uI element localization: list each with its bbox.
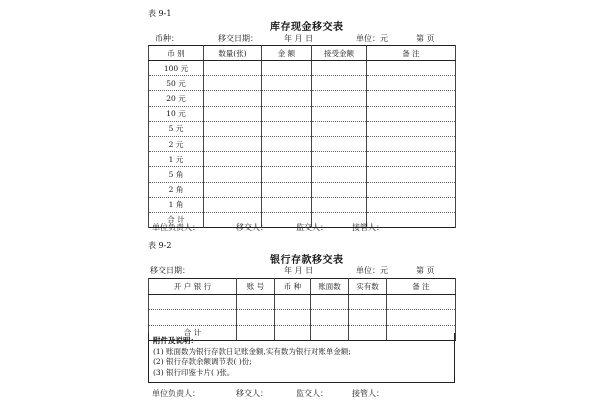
- table2-col-account: 账 号: [237, 279, 275, 295]
- empty-cell: [312, 167, 367, 182]
- empty-cell: [312, 136, 367, 151]
- empty-cell: [367, 167, 456, 182]
- empty-cell: [367, 106, 456, 121]
- empty-cell: [237, 294, 275, 310]
- empty-cell: [204, 167, 262, 182]
- denomination-cell: 2 角: [149, 182, 204, 197]
- empty-cell: [311, 294, 349, 310]
- table-row: [149, 182, 456, 197]
- table1-footer-supervisor: 监交人：: [296, 223, 328, 232]
- empty-cell: [367, 136, 456, 151]
- table2-page: 第 页: [416, 266, 435, 275]
- empty-cell: [204, 197, 262, 212]
- table2-footer-head: 单位负责人：: [152, 389, 200, 398]
- empty-cell: [312, 106, 367, 121]
- table2-col-currency: 币 种: [275, 279, 311, 295]
- table1-col-denomination: 币 别: [149, 46, 204, 61]
- empty-cell: [204, 136, 262, 151]
- bank-deposit-transfer-table: [148, 278, 456, 341]
- empty-cell: [367, 197, 456, 212]
- denomination-cell: 20 元: [149, 91, 204, 106]
- empty-cell: [312, 76, 367, 91]
- empty-cell: [204, 182, 262, 197]
- table1-date-ymd: 年 月 日: [284, 34, 314, 43]
- table1-page: 第 页: [416, 34, 435, 43]
- empty-cell: [204, 106, 262, 121]
- empty-cell: [262, 121, 312, 136]
- table-row: [149, 76, 456, 91]
- table-row: [149, 61, 456, 76]
- empty-cell: [367, 61, 456, 76]
- table-row: [149, 197, 456, 212]
- denomination-cell: 10 元: [149, 106, 204, 121]
- table1-date-label: 移交日期：: [218, 34, 258, 43]
- table2-footer-supervisor: 监交人：: [296, 389, 328, 398]
- empty-cell: [387, 294, 456, 310]
- table1-col-quantity: 数量(张): [204, 46, 262, 61]
- table2-total-label: 合 计: [149, 325, 237, 341]
- table1-currency-label: 币种：: [155, 34, 179, 43]
- table2-footer-transferor: 移交人：: [236, 389, 268, 398]
- denomination-cell: 100 元: [149, 61, 204, 76]
- table-row: [149, 121, 456, 136]
- empty-cell: [204, 61, 262, 76]
- table-row: [149, 294, 456, 310]
- empty-cell: [262, 167, 312, 182]
- empty-cell: [262, 106, 312, 121]
- empty-cell: [262, 61, 312, 76]
- table-row: [149, 91, 456, 106]
- empty-cell: [204, 76, 262, 91]
- table-row: [149, 310, 456, 326]
- empty-cell: [312, 197, 367, 212]
- table2-footer-receiver: 接管人：: [352, 389, 384, 398]
- table2-date-label: 移交日期：: [150, 266, 190, 275]
- empty-cell: [367, 152, 456, 167]
- table2-col-bank: 开 户 银 行: [149, 279, 237, 295]
- table1-col-received: 接受金额: [312, 46, 367, 61]
- table-row: [149, 106, 456, 121]
- empty-cell: [275, 294, 311, 310]
- empty-cell: [262, 76, 312, 91]
- denomination-cell: 5 元: [149, 121, 204, 136]
- table1-col-amount: 金 额: [262, 46, 312, 61]
- table2-col-remarks: 备 注: [387, 279, 456, 295]
- table2-notes-title: 附件及说明：: [153, 336, 198, 345]
- table1-total-label: 合 计: [149, 212, 204, 227]
- table2-date-ymd: 年 月 日: [284, 266, 314, 275]
- cash-transfer-table: [148, 45, 456, 228]
- empty-cell: [237, 310, 275, 326]
- empty-cell: [367, 121, 456, 136]
- table2-col-book-balance: 账面数: [311, 279, 349, 295]
- empty-cell: [204, 121, 262, 136]
- empty-cell: [312, 182, 367, 197]
- denomination-cell: 1 元: [149, 152, 204, 167]
- denomination-cell: 1 角: [149, 197, 204, 212]
- empty-cell: [349, 294, 387, 310]
- empty-cell: [367, 91, 456, 106]
- denomination-cell: 2 元: [149, 136, 204, 151]
- empty-cell: [367, 76, 456, 91]
- table1-footer-head: 单位负责人：: [152, 223, 200, 232]
- table2-note-3: (3) 银行印鉴卡片( )张。: [153, 367, 235, 377]
- table2-label: 表 9-2: [148, 241, 172, 250]
- empty-cell: [312, 121, 367, 136]
- table1-footer-receiver: 接管人：: [352, 223, 384, 232]
- empty-cell: [275, 310, 311, 326]
- empty-cell: [262, 182, 312, 197]
- table1-unit: 单位：元: [356, 34, 388, 43]
- table-row: [149, 167, 456, 182]
- table2-notes: [148, 333, 455, 383]
- empty-cell: [312, 91, 367, 106]
- empty-cell: [204, 152, 262, 167]
- table1-title: 库存现金移交表: [270, 22, 344, 33]
- denomination-cell: 5 角: [149, 167, 204, 182]
- denomination-cell: 50 元: [149, 76, 204, 91]
- table-row: [149, 136, 456, 151]
- empty-cell: [204, 91, 262, 106]
- table2-note-1: (1) 账面数为银行存款日记账金额,实有数为银行对账单金额;: [153, 346, 351, 356]
- table2-header-row: [149, 279, 456, 295]
- table1-footer-transferor: 移交人：: [236, 223, 268, 232]
- table-row: [149, 152, 456, 167]
- table1-col-remarks: 备 注: [367, 46, 456, 61]
- table2-unit: 单位：元: [356, 266, 388, 275]
- table1-label: 表 9-1: [148, 9, 172, 18]
- table1-header-row: [149, 46, 456, 61]
- table2-col-actual-balance: 实有数: [349, 279, 387, 295]
- empty-cell: [149, 310, 237, 326]
- empty-cell: [262, 91, 312, 106]
- empty-cell: [387, 310, 456, 326]
- empty-cell: [367, 182, 456, 197]
- empty-cell: [149, 294, 237, 310]
- empty-cell: [262, 136, 312, 151]
- empty-cell: [311, 310, 349, 326]
- empty-cell: [262, 152, 312, 167]
- empty-cell: [349, 310, 387, 326]
- empty-cell: [262, 197, 312, 212]
- empty-cell: [312, 61, 367, 76]
- empty-cell: [312, 152, 367, 167]
- table2-title: 银行存款移交表: [270, 255, 344, 266]
- table2-note-2: (2) 银行存款余额调节表( )份;: [153, 357, 252, 366]
